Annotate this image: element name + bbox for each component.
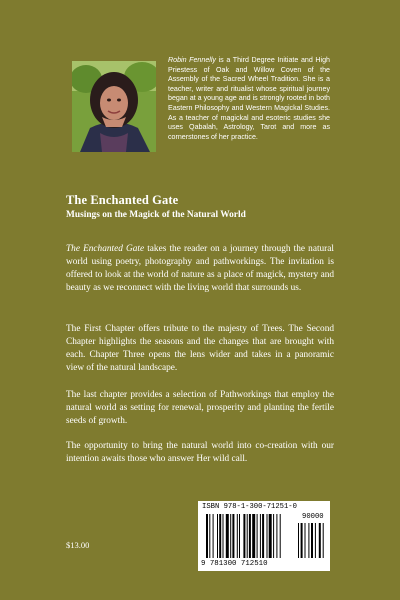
barcode-bar bbox=[257, 514, 258, 558]
barcode-supplement-bar bbox=[305, 523, 306, 558]
description-book-title: The Enchanted Gate bbox=[66, 244, 145, 254]
barcode-bar bbox=[206, 514, 208, 558]
barcode-supplement-number: 90000 bbox=[302, 513, 324, 521]
barcode-bar bbox=[213, 514, 214, 558]
barcode-supplement-bar bbox=[298, 523, 299, 558]
barcode-digits: 9 781300 712510 bbox=[201, 560, 268, 568]
barcode-supplement-bar bbox=[319, 523, 321, 558]
barcode-bar bbox=[232, 514, 234, 558]
price: $13.00 bbox=[66, 540, 90, 550]
barcode-bar bbox=[226, 514, 229, 558]
book-subtitle: Musings on the Magick of the Natural World bbox=[66, 210, 246, 220]
isbn-barcode bbox=[198, 501, 330, 571]
author-portrait-image bbox=[72, 61, 156, 152]
barcode-supplement-bar bbox=[301, 523, 303, 558]
description-paragraph-2: The First Chapter offers tribute to the majesty of Trees. The Second Chapter highlights the seasons and the changes that are brought with each. Chapter Three opens the lens wider and takes in a panoramic view of the natural landscape. bbox=[66, 324, 334, 373]
barcode-supplement-bar bbox=[311, 523, 313, 558]
author-name: Robin Fennelly bbox=[168, 56, 216, 64]
barcode-bar bbox=[223, 514, 224, 558]
description-paragraph-4: The opportunity to bring the natural world into co-creation with our intention awaits those who answer Her wild call. bbox=[66, 441, 334, 464]
author-photo bbox=[72, 61, 156, 152]
barcode-bar bbox=[247, 514, 248, 558]
barcode-bar bbox=[252, 514, 255, 558]
barcode-bar bbox=[273, 514, 274, 558]
isbn-label: ISBN 978-1-300-71251-0 bbox=[202, 503, 297, 511]
barcode-bar bbox=[243, 514, 245, 558]
book-title: The Enchanted Gate bbox=[66, 193, 179, 207]
barcode-bar bbox=[262, 514, 264, 558]
barcode-bar bbox=[249, 514, 251, 558]
barcode-bar bbox=[237, 514, 238, 558]
barcode-supplement-bar bbox=[308, 523, 309, 558]
author-bio-text: is a Third Degree Initiate and High Priestess of Oak and Willow Coven of the Assembly of the Sacred Wheel Tradition. She is a teacher, writer and ritualist whose spiritual journey began at a young age and is strongly rooted in both Eastern Philosophy and Western Magickal Studies. As a teacher of magickal and esoteric studies she uses Qabalah, Astrology, Tarot and more as cornerstones of her practice. bbox=[168, 56, 330, 141]
author-bio bbox=[168, 56, 330, 142]
barcode-supplement-bar bbox=[315, 523, 316, 558]
description-paragraph-1 bbox=[66, 243, 334, 295]
barcode-bar bbox=[260, 514, 261, 558]
barcode-bar bbox=[267, 514, 268, 558]
barcode-bar bbox=[239, 514, 240, 558]
barcode-bar bbox=[217, 514, 218, 558]
barcode-bar bbox=[276, 514, 277, 558]
barcode-bar bbox=[269, 514, 272, 558]
barcode-supplement-bar bbox=[323, 523, 324, 558]
barcode-bar bbox=[230, 514, 231, 558]
description-paragraph-3: The last chapter provides a selection of Pathworkings that employ the natural world as setting for renewal, prosperity and planting the fertile seeds of growth. bbox=[66, 390, 334, 426]
barcode-bar bbox=[280, 514, 281, 558]
description-p1-text: takes the reader on a journey through the natural world using poetry, photography and pathworkings. The invitation is offered to look at the world of nature as a place of magick, mystery and beauty as we reconnect with the living world that surrounds us. bbox=[66, 244, 334, 293]
barcode-bar bbox=[219, 514, 221, 558]
barcode-bar bbox=[209, 514, 210, 558]
